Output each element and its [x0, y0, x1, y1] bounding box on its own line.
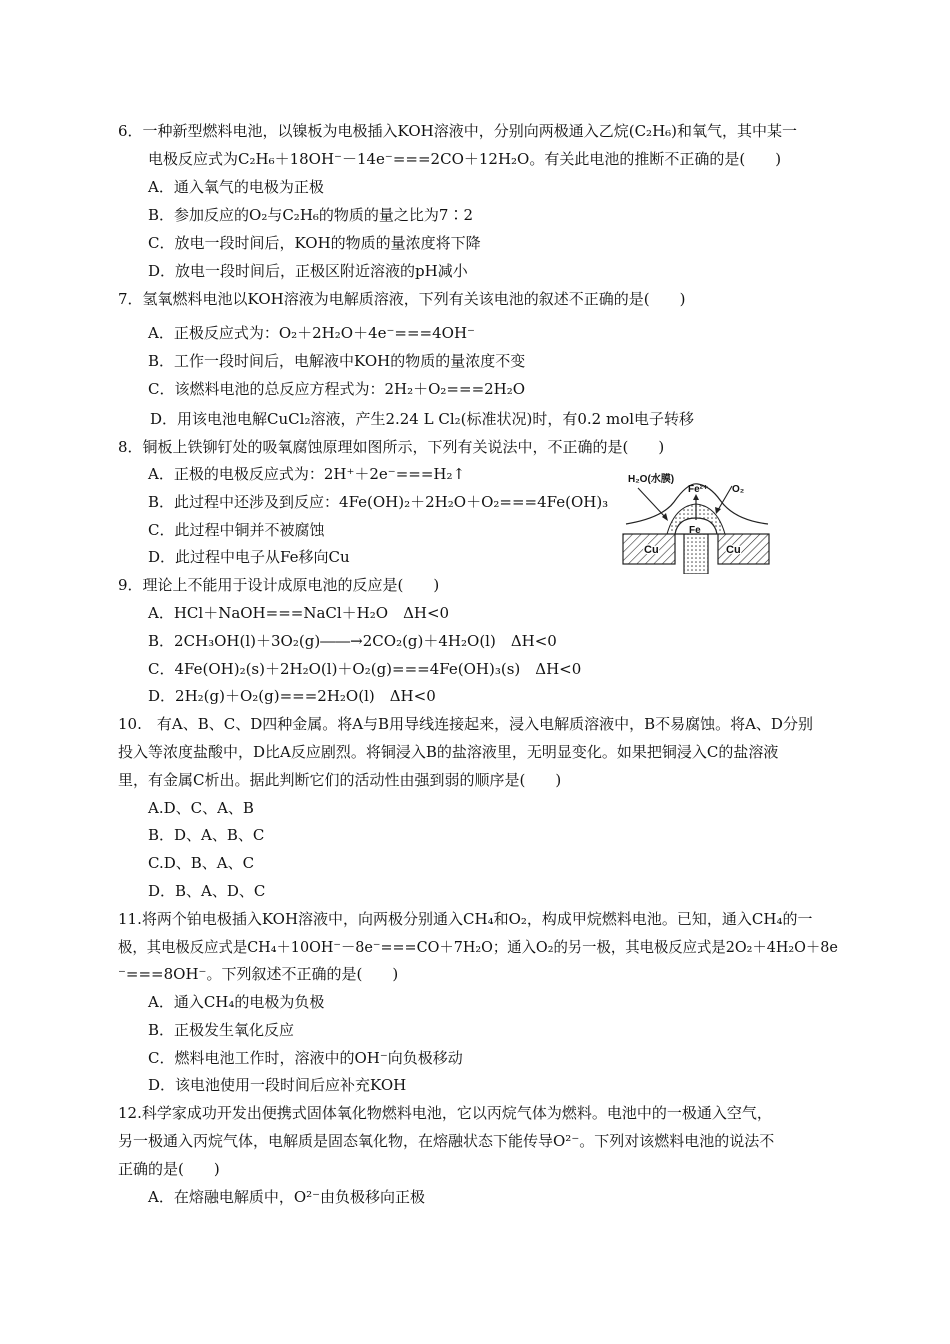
q11-stem-line1: 11.将两个铂电极插入KOH溶液中，向两极分别通入CH₄和O₂，构成甲烷燃料电池。已知，通入CH₄的一 [118, 910, 813, 928]
o2-label: O₂ [732, 484, 745, 495]
q8-option-d: D．此过程中电子从Fe移向Cu [148, 548, 350, 566]
q10-stem-line2: 投入等浓度盐酸中，D比A反应剧烈。将铜浸入B的盐溶液里，无明显变化。如果把铜浸入C的盐溶液 [118, 743, 779, 761]
q12-option-a: A．在熔融电解质中，O²⁻由负极移向正极 [148, 1188, 426, 1206]
q11-stem-line3: ⁻===8OH⁻。下列叙述不正确的是( ) [118, 965, 399, 983]
q6-option-d: D．放电一段时间后，正极区附近溶液的pH减小 [148, 262, 468, 280]
cu-left-label: Cu [644, 544, 659, 556]
q11-option-d: D．该电池使用一段时间后应补充KOH [148, 1076, 407, 1094]
fe2-label: Fe²⁺ [688, 484, 709, 495]
fe-label: Fe [689, 525, 701, 536]
q6-stem-line2: 电极反应式为C₂H₆＋18OH⁻－14e⁻===2CO＋12H₂O。有关此电池的推断不正确的是( ) [148, 150, 782, 168]
rivet-shank [684, 534, 708, 574]
q11-option-c: C．燃料电池工作时，溶液中的OH⁻向负极移动 [148, 1049, 463, 1067]
q7-option-b: B．工作一段时间后，电解液中KOH的物质的量浓度不变 [148, 352, 526, 370]
q9-option-c: C．4Fe(OH)₂(s)＋2H₂O(l)＋O₂(g)===4Fe(OH)₃(s) ΔH<0 [148, 660, 582, 678]
q11-option-a: A．通入CH₄的电极为负极 [148, 993, 325, 1011]
q7-stem: 7．氢氧燃料电池以KOH溶液为电解质溶液，下列有关该电池的叙述不正确的是( ) [118, 290, 686, 308]
q6-stem-line1: 6．一种新型燃料电池，以镍板为电极插入KOH溶液中，分别向两极通入乙烷(C₂H₆)和氧气，其中某一 [118, 122, 798, 140]
q12-stem-line3: 正确的是( ) [118, 1160, 220, 1178]
q6-option-b: B．参加反应的O₂与C₂H₆的物质的量之比为7∶2 [148, 206, 474, 224]
q7-option-c: C．该燃料电池的总反应方程式为：2H₂＋O₂===2H₂O [148, 380, 526, 398]
q12-stem-line2: 另一极通入丙烷气体，电解质是固态氧化物，在熔融状态下能传导O²⁻。下列对该燃料电池的说法不 [118, 1132, 775, 1150]
o2-arrowhead [715, 507, 721, 514]
q7-option-d: D．用该电池电解CuCl₂溶液，产生2.24 L Cl₂(标准状况)时，有0.2 mol电子转移 [150, 410, 695, 428]
water-arrow [638, 488, 666, 518]
q12-stem-line1: 12.科学家成功开发出便携式固体氧化物燃料电池，它以丙烷气体为燃料。电池中的一极通入空气， [118, 1104, 772, 1122]
q11-stem-line2: 极，其电极反应式是CH₄＋10OH⁻－8e⁻===CO＋7H₂O；通入O₂的另一极，其电极反应式是2O₂＋4H₂O＋8e [118, 938, 838, 956]
q10-stem-line3: 里，有金属C析出。据此判断它们的活动性由强到弱的顺序是( ) [118, 771, 562, 789]
q9-option-a: A．HCl＋NaOH===NaCl＋H₂O ΔH<0 [148, 604, 450, 622]
q9-option-d: D．2H₂(g)＋O₂(g)===2H₂O(l) ΔH<0 [148, 687, 436, 705]
water-film-label: H₂O(水膜) [628, 474, 675, 485]
q6-option-a: A．通入氧气的电极为正极 [148, 178, 324, 196]
q6-option-c: C．放电一段时间后，KOH的物质的量浓度将下降 [148, 234, 481, 252]
q11-option-b: B．正极发生氧化反应 [148, 1021, 295, 1039]
q8-option-b: B．此过程中还涉及到反应：4Fe(OH)₂＋2H₂O＋O₂===4Fe(OH)₃ [148, 493, 609, 511]
q10-option-c: C.D、B、A、C [148, 854, 255, 872]
corrosion-diagram [622, 468, 770, 574]
q10-stem-line1: 10. 有A、B、C、D四种金属。将A与B用导线连接起来，浸入电解质溶液中，B不易腐蚀。将A、D分别 [118, 715, 813, 733]
q7-option-a: A．正极反应式为：O₂＋2H₂O＋4e⁻===4OH⁻ [148, 324, 475, 342]
q10-option-a: A.D、C、A、B [148, 799, 254, 817]
cu-right-label: Cu [726, 544, 741, 556]
q9-stem: 9．理论上不能用于设计成原电池的反应是( ) [118, 576, 440, 594]
q10-option-b: B．D、A、B、C [148, 826, 265, 844]
q9-option-b: B．2CH₃OH(l)＋3O₂(g)――→2CO₂(g)＋4H₂O(l) ΔH<0 [148, 632, 557, 650]
q10-option-d: D．B、A、D、C [148, 882, 266, 900]
q8-stem: 8．铜板上铁铆钉处的吸氧腐蚀原理如图所示，下列有关说法中，不正确的是( ) [118, 438, 665, 456]
q8-option-c: C．此过程中铜并不被腐蚀 [148, 521, 325, 539]
q8-option-a: A．正极的电极反应式为：2H⁺＋2e⁻===H₂↑ [148, 465, 466, 483]
